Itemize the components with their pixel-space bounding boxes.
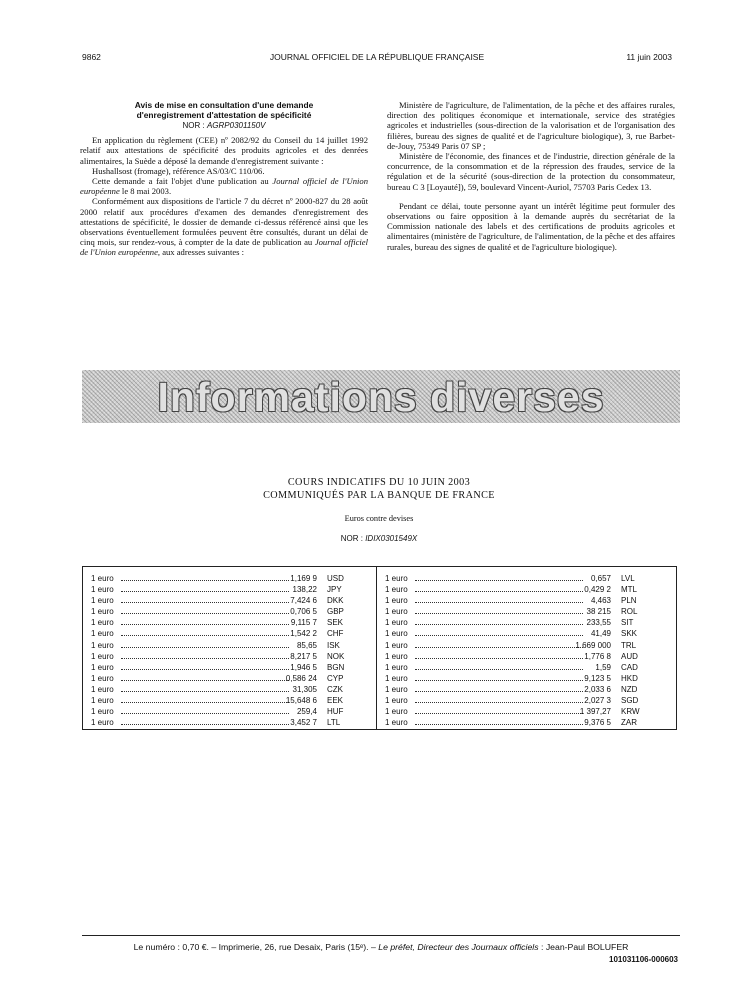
currency-code: ZAR: [621, 718, 637, 728]
currency-code: HKD: [621, 673, 638, 683]
rate-label: 1 euro: [385, 684, 408, 694]
rate-row: [385, 617, 665, 628]
rate-value: 7,424 6: [290, 596, 317, 606]
nor-label: NOR :: [182, 121, 205, 130]
leader-dots: [415, 669, 583, 670]
rate-value: 1,169 9: [290, 574, 317, 583]
rate-label: 1 euro: [91, 684, 114, 694]
leader-dots: [121, 658, 289, 659]
rate-label: 1 euro: [385, 574, 408, 583]
rate-value: 0,706 5: [290, 607, 317, 617]
rate-label: 1 euro: [91, 618, 114, 628]
currency-code: NZD: [621, 684, 638, 694]
left-column: [80, 100, 368, 258]
leader-dots: [415, 691, 583, 692]
currency-code: HUF: [327, 707, 344, 717]
currency-code: GBP: [327, 607, 344, 617]
rates-title-line2: COMMUNIQUÉS PAR LA BANQUE DE FRANCE: [263, 489, 495, 501]
column-divider: [376, 567, 377, 729]
rate-value: 41,49: [590, 629, 611, 639]
rate-value: 38 215: [586, 607, 611, 617]
page-header: [82, 52, 672, 66]
nor-code: AGRP0301150V: [206, 121, 266, 130]
footer-imprint: [82, 942, 680, 952]
rates-nor-code: IDIX0301549X: [365, 534, 418, 543]
currency-code: TRL: [621, 640, 637, 650]
leader-dots: [121, 669, 289, 670]
leader-dots: [121, 702, 289, 703]
rate-row: [385, 662, 665, 673]
rate-label: 1 euro: [385, 585, 408, 595]
rate-label: 1 euro: [91, 696, 114, 706]
rate-row: [91, 673, 371, 684]
rate-label: 1 euro: [385, 596, 408, 606]
rates-left-column: [91, 573, 371, 728]
currency-code: MTL: [621, 585, 637, 595]
rate-row: [91, 584, 371, 595]
leader-dots: [121, 713, 289, 714]
leader-dots: [415, 724, 583, 725]
rates-nor: [80, 534, 678, 543]
leader-dots: [121, 647, 289, 648]
rate-value: 2,033 6: [584, 684, 611, 694]
issue-date: 11 juin 2003: [626, 52, 672, 62]
avis-paragraph-2: Hushallsost (fromage), référence AS/03/C 110/06.: [92, 165, 265, 176]
section-banner: [82, 370, 680, 423]
rate-value: 3,452 7: [290, 718, 317, 728]
leader-dots: [121, 691, 289, 692]
rate-label: 1 euro: [91, 662, 114, 672]
rate-row: [91, 684, 371, 695]
currency-code: CYP: [327, 673, 344, 683]
opposition-paragraph: Pendant ce délai, toute personne ayant un intérêt légitime peut formuler des observations ou faire opposition à la demande auprès du secrétariat de la Commission nationale des labels et des certifications de produits agricoles et alimentaires (ministère de l'agriculture, de l'alimentation, de la pêche et des affaires rurales, bureau des signes de qualité et de l'agriculture biologique).: [387, 200, 675, 252]
rate-label: 1 euro: [385, 607, 408, 617]
rate-value: 31,305: [292, 684, 317, 694]
avis-paragraph-3: [80, 176, 368, 196]
avis-paragraph-1: En application du règlement (CEE) nº 2082/92 du Conseil du 14 juillet 1992 relatif aux attestations de spécificité des produits agricoles et des denrées alimentaires, la Suède a déposé la demande d'enregistrement suivante :: [80, 135, 368, 166]
rate-row: [385, 595, 665, 606]
rate-label: 1 euro: [91, 574, 114, 583]
leader-dots: [121, 591, 289, 592]
leader-dots: [415, 580, 583, 581]
currency-code: ROL: [621, 607, 638, 617]
rate-value: 233,55: [586, 618, 611, 628]
leader-dots: [415, 635, 583, 636]
rate-row: [91, 651, 371, 662]
rate-row: [385, 584, 665, 595]
rate-label: 1 euro: [91, 607, 114, 617]
currency-code: SIT: [621, 618, 634, 628]
rate-value: 1,946 5: [290, 662, 317, 672]
rate-row: [91, 717, 371, 728]
rate-label: 1 euro: [91, 629, 114, 639]
avis-nor: [80, 121, 368, 131]
rate-value: 1,776 8: [584, 651, 611, 661]
currency-code: SKK: [621, 629, 638, 639]
page-number: 9862: [82, 52, 101, 62]
rate-label: 1 euro: [91, 596, 114, 606]
rate-value: 1 397,27: [579, 707, 611, 717]
right-column: [387, 100, 675, 252]
rate-value: 15,648 6: [285, 696, 317, 706]
currency-code: SEK: [327, 618, 344, 628]
rate-row: [91, 617, 371, 628]
leader-dots: [415, 624, 583, 625]
rate-row: [91, 573, 371, 584]
rates-subtitle: Euros contre devises: [344, 514, 414, 523]
avis-title-line1: Avis de mise en consultation d'une demande: [134, 100, 314, 110]
leader-dots: [415, 658, 583, 659]
address-ministry-agriculture: Ministère de l'agriculture, de l'alimentation, de la pêche et des affaires rurales, direction des politiques économique et internationale, service des stratégies agricoles et industrielles (sous-direction de la valorisation et de l'organisation des filières, bureau des signes de qualité et de l'agriculture biologique), 3, rue Barbet-de-Jouy, 75349 Paris 07 SP ;: [387, 100, 675, 151]
currency-code: EEK: [327, 696, 344, 706]
p4-text-a: Conformément aux dispositions de l'article 7 du décret nº 2000-827 du 28 août 2000 relatif aux procédures d'examen des demandes d'enregistrement des attestations de spécificité, le dossier de demande ci-dessus référencé ainsi que les observations éventuellement formulées peuvent être consultés, durant un délai de cinq mois, sur rendez-vous, à compter de la date de publication au: [80, 196, 368, 248]
rate-row: [385, 717, 665, 728]
rate-value: 4,463: [590, 596, 611, 606]
address-ministry-economy: Ministère de l'économie, des finances et de l'industrie, direction générale de la concurrence, de la consommation et de la répression des fraudes, service de la régulation et de la sécurité (sous-direction de la protection du consommateur, bureau C 3 [Loyauté]), 59, boulevard Vincent-Auriol, 75703 Paris Cedex 13.: [387, 151, 675, 192]
currency-code: SGD: [621, 696, 639, 706]
rate-row: [385, 640, 665, 651]
footer-rule: [82, 935, 680, 936]
rate-row: [91, 695, 371, 706]
currency-code: CAD: [621, 662, 638, 672]
p3-journal-ref: Journal officiel de l'Union européenne: [80, 176, 368, 197]
leader-dots: [415, 680, 583, 681]
currency-code: LTL: [327, 718, 341, 728]
leader-dots: [415, 647, 583, 648]
rate-label: 1 euro: [385, 718, 408, 728]
rate-value: 9,376 5: [584, 718, 611, 728]
rate-label: 1 euro: [385, 673, 408, 683]
footer-director-title: Le préfet, Directeur des Journaux officiels: [378, 942, 539, 952]
currency-code: DKK: [327, 596, 344, 606]
rate-value: 0,586 24: [285, 673, 317, 683]
currency-code: AUD: [621, 651, 638, 661]
currency-code: KRW: [621, 707, 640, 717]
exchange-rates-table: [82, 566, 677, 730]
rate-label: 1 euro: [385, 651, 408, 661]
rate-row: [385, 606, 665, 617]
rate-label: 1 euro: [91, 707, 114, 717]
rate-row: [91, 595, 371, 606]
leader-dots: [121, 635, 289, 636]
rate-value: 1 669 000: [575, 640, 611, 650]
currency-code: BGN: [327, 662, 345, 672]
footer-code: 101031106-000603: [609, 955, 678, 964]
rate-label: 1 euro: [385, 707, 408, 717]
currency-code: USD: [327, 574, 344, 583]
rate-row: [385, 695, 665, 706]
rate-label: 1 euro: [385, 662, 408, 672]
currency-code: NOK: [327, 651, 345, 661]
rate-label: 1 euro: [385, 618, 408, 628]
currency-code: PLN: [621, 596, 637, 606]
avis-title-line2: d'enregistrement d'attestation de spécificité: [136, 110, 312, 120]
rate-row: [385, 628, 665, 639]
currency-code: JPY: [327, 585, 342, 595]
currency-code: CZK: [327, 684, 343, 694]
p3-text-b: le 8 mai 2003.: [119, 186, 172, 197]
rate-row: [91, 640, 371, 651]
leader-dots: [121, 680, 289, 681]
rate-value: 8,217 5: [290, 651, 317, 661]
rate-value: 1,542 2: [290, 629, 317, 639]
leader-dots: [121, 624, 289, 625]
avis-title: [80, 100, 368, 120]
leader-dots: [415, 702, 583, 703]
rates-title: [80, 477, 678, 502]
p4-journal-ref: Journal officiel de l'Union européenne: [80, 237, 368, 258]
rates-right-column: [385, 573, 665, 728]
banner-title: Informations diverses: [157, 374, 605, 420]
rates-title-line1: COURS INDICATIFS DU 10 JUIN 2003: [287, 477, 471, 488]
footer-text-a: Le numéro : 0,70 €. – Imprimerie, 26, rue Desaix, Paris (15ᵉ). –: [133, 942, 379, 952]
leader-dots: [415, 613, 583, 614]
rate-value: 138,22: [292, 585, 317, 595]
leader-dots: [121, 602, 289, 603]
rate-label: 1 euro: [91, 651, 114, 661]
rate-label: 1 euro: [91, 673, 114, 683]
leader-dots: [415, 713, 583, 714]
rate-value: 2,027 3: [584, 696, 611, 706]
rate-value: 0,657: [590, 574, 611, 583]
rate-row: [385, 706, 665, 717]
avis-section: [80, 100, 678, 300]
rate-value: 0,429 2: [584, 585, 611, 595]
rate-row: [91, 606, 371, 617]
rate-value: 9,115 7: [290, 618, 317, 628]
rate-value: 85,65: [296, 640, 317, 650]
rate-row: [91, 628, 371, 639]
rates-nor-label: NOR :: [340, 534, 363, 543]
rate-row: [385, 651, 665, 662]
p3-text-a: Cette demande a fait l'objet d'une publication au: [92, 176, 273, 187]
leader-dots: [415, 591, 583, 592]
rate-value: 9,123 5: [584, 673, 611, 683]
avis-paragraph-4: [80, 196, 368, 257]
currency-code: CHF: [327, 629, 344, 639]
currency-code: ISK: [327, 640, 340, 650]
currency-code: LVL: [621, 574, 635, 583]
leader-dots: [121, 724, 289, 725]
footer-text-b: : Jean-Paul BOLUFER: [538, 942, 629, 952]
rate-row: [385, 573, 665, 584]
rate-row: [385, 673, 665, 684]
rate-label: 1 euro: [385, 640, 408, 650]
rate-row: [91, 706, 371, 717]
journal-title: JOURNAL OFFICIEL DE LA RÉPUBLIQUE FRANÇAISE: [269, 52, 485, 62]
rate-label: 1 euro: [91, 640, 114, 650]
rate-value: 1,59: [595, 662, 611, 672]
rate-label: 1 euro: [385, 629, 408, 639]
rate-label: 1 euro: [385, 696, 408, 706]
leader-dots: [415, 602, 583, 603]
rate-row: [385, 684, 665, 695]
rate-value: 259,4: [296, 707, 317, 717]
p4-text-b: , aux adresses suivantes :: [157, 247, 245, 258]
rate-row: [91, 662, 371, 673]
leader-dots: [121, 580, 289, 581]
rate-label: 1 euro: [91, 718, 114, 728]
leader-dots: [121, 613, 289, 614]
rate-label: 1 euro: [91, 585, 114, 595]
